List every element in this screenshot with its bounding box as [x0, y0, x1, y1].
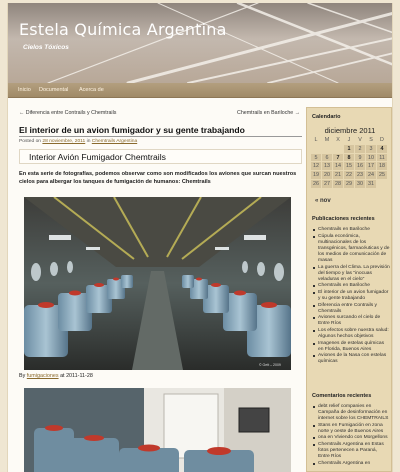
calendar-day: 15	[344, 162, 355, 171]
calendar-day: 2	[355, 145, 366, 154]
calendar-day[interactable]: 4	[377, 145, 388, 154]
calendar-day: 6	[322, 154, 333, 163]
calendar-prev-month-link[interactable]: « nov	[315, 198, 331, 204]
airplane-interior-photo[interactable]	[24, 197, 291, 370]
byline-date: 2011-11-28	[66, 373, 93, 379]
calendar-day: 22	[344, 171, 355, 180]
post-intro: En esta serie de fotografías, podemos observar como son modificados los aviones que surcan nuestros cielos para albergar los tanques de fumigación de humanos: Chemtrails	[19, 171, 297, 185]
author-link[interactable]: fumigaciones	[26, 373, 59, 379]
recent-post-link[interactable]: Aviones surcando el cielo de Entre Ríos	[312, 315, 390, 327]
recent-post-link[interactable]: Cúpula económica, multinacionales de los transgénicos, farmacéuticas y de los medios de comunicación de masas	[312, 234, 390, 264]
calendar-day: 9	[355, 154, 366, 163]
calendar-empty-cell	[333, 145, 344, 154]
site-title[interactable]: Estela Química Argentina	[19, 20, 227, 39]
recent-comment-link[interactable]: ona en Viviendo con Morgellons	[312, 435, 390, 441]
post-title[interactable]: El interior de un avion fumigador y su gente trabajando	[19, 125, 245, 135]
calendar-day: 31	[366, 180, 377, 189]
calendar-day: 11	[377, 154, 388, 163]
sidebar	[306, 107, 392, 472]
calendar-day: 23	[355, 171, 366, 180]
calendar-day: 3	[366, 145, 377, 154]
calendar-day: 18	[377, 162, 388, 171]
recent-post-link[interactable]: El interior de un avion fumigador y su gente trabajando	[312, 290, 390, 302]
calendar-weekday: M	[322, 136, 333, 145]
recent-comment-link[interactable]: Stans en Fumigación en zona norte y oeste de Buenos Aires	[312, 423, 390, 435]
recent-comment-link[interactable]: Chemtrails Argentina en	[312, 461, 390, 467]
calendar-body	[311, 145, 389, 189]
calendar-day: 13	[322, 162, 333, 171]
calendar-day[interactable]: 1	[344, 145, 355, 154]
calendar-weekday: X	[333, 136, 344, 145]
post-heading: Interior Avión Fumigador Chemtrails	[29, 152, 166, 162]
calendar-week-row	[311, 154, 389, 163]
calendar-day: 10	[366, 154, 377, 163]
previous-post-link[interactable]: ← Diferencia entre Contrails y Chemtrails	[19, 110, 117, 116]
calendar-day: 12	[311, 162, 322, 171]
calendar-empty-cell	[322, 145, 333, 154]
meta-in: in	[86, 139, 91, 144]
recent-post-link[interactable]: Imagenes de estelas químicas en Florida, Buenos Aires	[312, 341, 390, 353]
recent-post-link[interactable]: Los efectos sobre nuestra salud: Algunos hechos objetivos	[312, 328, 390, 340]
calendar-week-row	[311, 171, 389, 180]
post-meta	[19, 139, 137, 144]
recent-posts-heading: Publicaciones recientes	[312, 216, 375, 222]
calendar-day: 5	[311, 154, 322, 163]
post-category-link[interactable]: Chemtrails Argentina	[91, 139, 138, 144]
calendar-week-row	[311, 145, 389, 154]
calendar-day: 26	[311, 180, 322, 189]
next-post-link[interactable]: Chemtrails en Bariloche →	[237, 110, 300, 116]
calendar-day: 17	[366, 162, 377, 171]
post-heading-box	[19, 149, 302, 164]
nav-item-documental[interactable]: Documental	[39, 87, 69, 93]
nav-item-inicio[interactable]: Inicio	[18, 87, 31, 93]
recent-post-link[interactable]: Chemtrails en Bariloche	[312, 227, 390, 233]
calendar-title: diciembre 2011	[324, 126, 376, 135]
calendar-day: 25	[377, 171, 388, 180]
calendar-day: 20	[322, 171, 333, 180]
post-byline	[19, 373, 93, 379]
main-navigation	[8, 83, 393, 98]
photo-credit: © Gett – 2009	[259, 363, 281, 367]
calendar-grid	[311, 136, 389, 189]
airplane-tanks-photo[interactable]	[24, 388, 291, 472]
recent-post-link[interactable]: Chemtrails en Bariloche	[312, 283, 390, 289]
nav-item-acerca-de[interactable]: Acerca de	[79, 87, 104, 93]
recent-comments-list	[312, 404, 390, 467]
recent-comment-link[interactable]: debt relief companies en Campaña de desinformación en internet sobre los CHEMTRAILS	[312, 404, 390, 422]
site-description: Cielos Tóxicos	[23, 44, 69, 51]
calendar-day: 14	[333, 162, 344, 171]
calendar-empty-cell	[377, 180, 388, 189]
calendar-day: 24	[366, 171, 377, 180]
calendar-day: 29	[344, 180, 355, 189]
sky-contrails-image	[8, 3, 393, 83]
calendar-day[interactable]: 7	[333, 154, 344, 163]
post-date-link[interactable]: 28 noviembre, 2011	[42, 139, 86, 144]
recent-posts-list	[312, 227, 390, 366]
byline-at: at	[60, 373, 65, 379]
calendar-day: 27	[322, 180, 333, 189]
calendar-weekday: V	[355, 136, 366, 145]
calendar-weekday: L	[311, 136, 322, 145]
calendar-weekday: D	[377, 136, 388, 145]
recent-comment-link[interactable]: Chemtrails Argentina en Estas fotos pertenecen a Paraná, Entre Ríos	[312, 442, 390, 460]
recent-comments-heading: Comentarios recientes	[312, 393, 372, 399]
calendar-weekday-row	[311, 136, 389, 145]
calendar-week-row	[311, 162, 389, 171]
calendar-weekday: J	[344, 136, 355, 145]
calendar-day[interactable]: 8	[344, 154, 355, 163]
meta-posted-on: Posted on	[19, 139, 42, 144]
calendar-day: 30	[355, 180, 366, 189]
calendar-heading: Calendario	[312, 114, 341, 120]
recent-post-link[interactable]: La guerra del Clima. La previsión del tiempo y las "inocuas veladuras en el cielo"	[312, 265, 390, 283]
calendar-empty-cell	[311, 145, 322, 154]
page-wrapper	[7, 3, 393, 472]
calendar-day: 28	[333, 180, 344, 189]
site-header	[8, 3, 393, 83]
main-content	[17, 103, 302, 472]
recent-post-link[interactable]: Diferencia entre Contrails y Chemtrails	[312, 303, 390, 315]
calendar-day: 21	[333, 171, 344, 180]
byline-by: By	[19, 373, 26, 379]
calendar-weekday: S	[366, 136, 377, 145]
recent-post-link[interactable]: Aviones de la Nasa con estelas químicas	[312, 353, 390, 365]
title-divider	[19, 136, 302, 137]
calendar-day: 19	[311, 171, 322, 180]
calendar-week-row	[311, 180, 389, 189]
calendar-day: 16	[355, 162, 366, 171]
